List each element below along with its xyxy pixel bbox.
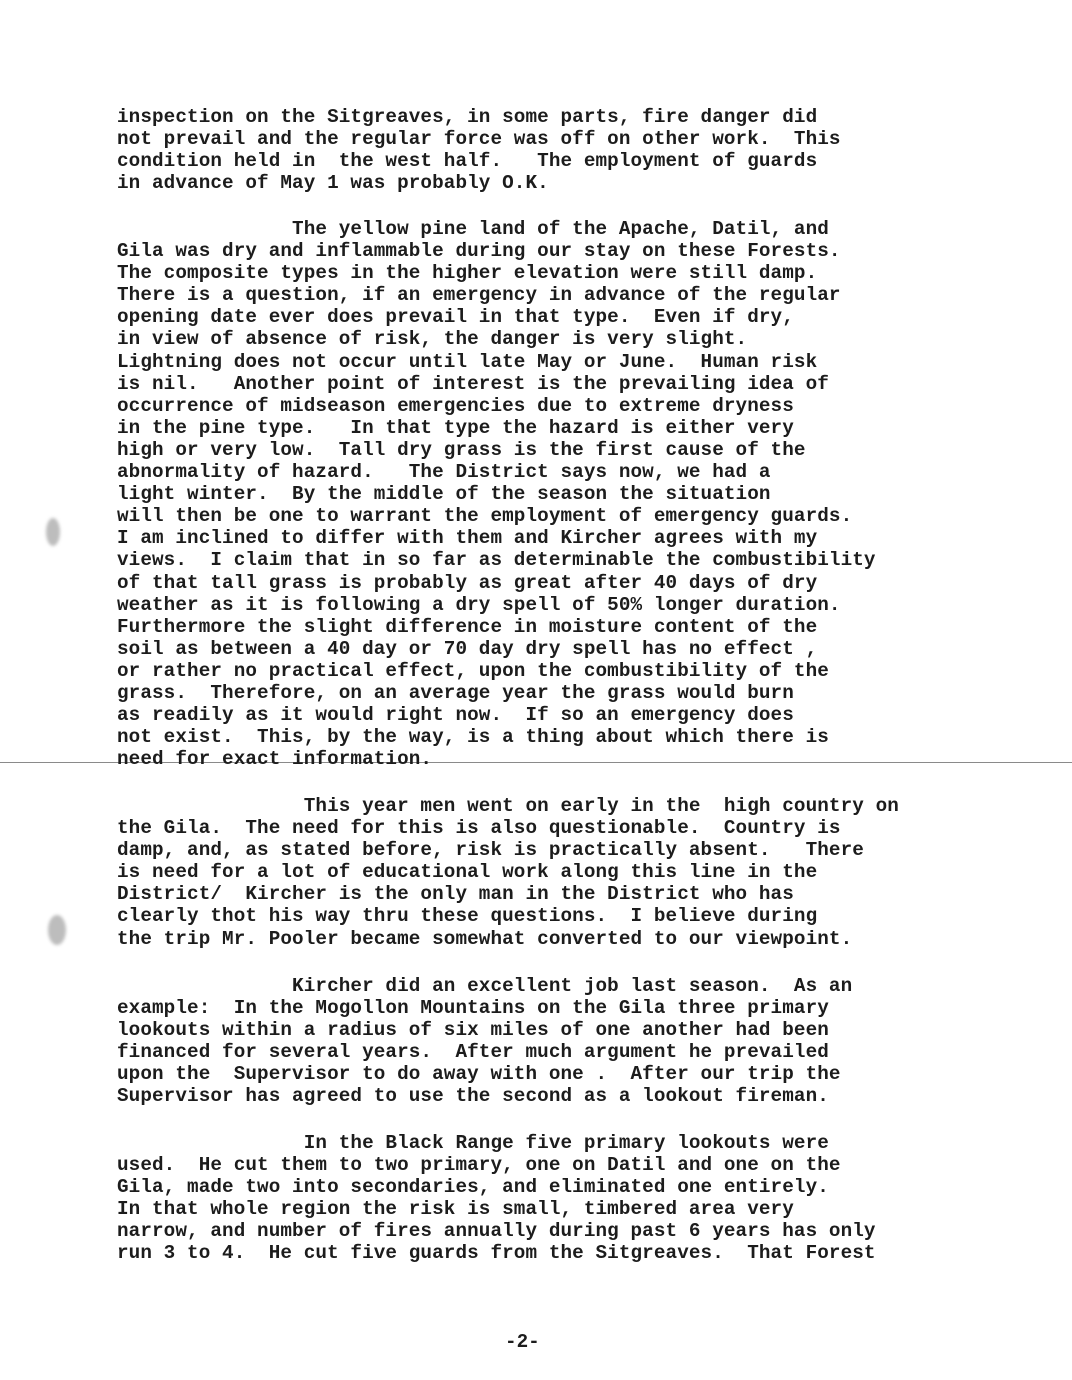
text-line: high or very low. Tall dry grass is the first cause of the [117, 438, 806, 461]
text-line: as readily as it would right now. If so an emergency does [117, 704, 794, 727]
text-line: need for exact information. [117, 748, 433, 771]
text-line: In that whole region the risk is small, timbered area very [117, 1198, 794, 1221]
text-line: Lightning does not occur until late May or June. Human risk [117, 350, 818, 373]
text-line: abnormality of hazard. The District says now, we had a [117, 461, 771, 484]
paragraph [117, 795, 1017, 950]
paragraph [117, 1132, 1017, 1265]
text-line: or rather no practical effect, upon the combustibility of the [117, 659, 829, 682]
text-line: grass. Therefore, on an average year the grass would burn [117, 681, 794, 704]
text-line: used. He cut them to two primary, one on Datil and one on the [117, 1154, 841, 1177]
text-line: The composite types in the higher elevation were still damp. [117, 262, 818, 285]
text-line: District/ Kircher is the only man in the District who has [117, 883, 794, 906]
text-line: in view of absence of risk, the danger is very slight. [117, 328, 748, 351]
text-line: Supervisor has agreed to use the second as a lookout fireman. [117, 1085, 829, 1108]
text-line: the trip Mr. Pooler became somewhat converted to our viewpoint. [117, 927, 853, 950]
text-line: In the Black Range five primary lookouts were [117, 1132, 829, 1154]
text-line: is need for a lot of educational work along this line in the [117, 861, 818, 884]
text-line: financed for several years. After much argument he prevailed [117, 1041, 829, 1064]
page-number: -2- [505, 1331, 540, 1353]
text-line: not prevail and the regular force was off on other work. This [117, 128, 841, 151]
text-line: Gila, made two into secondaries, and eliminated one entirely. [117, 1176, 829, 1199]
text-line: the Gila. The need for this is also questionable. Country is [117, 817, 841, 840]
text-line: This year men went on early in the high country on [117, 795, 899, 817]
paragraph [117, 218, 1017, 770]
punch-hole-mark [46, 518, 60, 546]
text-line: I am inclined to differ with them and Kircher agrees with my [117, 527, 818, 550]
text-line: weather as it is following a dry spell of 50% longer duration. [117, 593, 841, 616]
punch-hole-mark [48, 915, 66, 945]
text-line: soil as between a 40 day or 70 day dry spell has no effect , [117, 637, 818, 660]
text-line: There is a question, if an emergency in advance of the regular [117, 284, 841, 307]
text-line: light winter. By the middle of the season the situation [117, 483, 771, 506]
text-line: not exist. This, by the way, is a thing about which there is [117, 726, 829, 749]
text-line: in the pine type. In that type the hazard is either very [117, 416, 794, 439]
text-line: Kircher did an excellent job last season. As an [117, 975, 853, 997]
text-line: lookouts within a radius of six miles of one another had been [117, 1019, 829, 1042]
text-line: condition held in the west half. The employment of guards [117, 150, 818, 173]
text-line: The yellow pine land of the Apache, Datil, and [117, 218, 829, 240]
text-line: upon the Supervisor to do away with one . After our trip the [117, 1063, 841, 1086]
paragraph [117, 106, 1017, 194]
text-line: is nil. Another point of interest is the prevailing idea of [117, 372, 829, 395]
text-line: Furthermore the slight difference in moisture content of the [117, 615, 818, 638]
text-line: will then be one to warrant the employment of emergency guards. [117, 505, 853, 528]
text-line: run 3 to 4. He cut five guards from the Sitgreaves. That Forest [117, 1242, 876, 1265]
text-line: narrow, and number of fires annually during past 6 years has only [117, 1220, 876, 1243]
text-line: clearly thot his way thru these questions. I believe during [117, 905, 818, 928]
text-line: occurrence of midseason emergencies due to extreme dryness [117, 394, 794, 417]
text-line: inspection on the Sitgreaves, in some parts, fire danger did [117, 106, 818, 128]
text-line: Gila was dry and inflammable during our stay on these Forests. [117, 240, 841, 263]
text-line: opening date ever does prevail in that type. Even if dry, [117, 306, 794, 329]
text-line: views. I claim that in so far as determinable the combustibility [117, 549, 876, 572]
text-line: damp, and, as stated before, risk is practically absent. There [117, 839, 864, 862]
paragraph [117, 975, 1017, 1108]
text-line: of that tall grass is probably as great after 40 days of dry [117, 571, 818, 594]
text-line: in advance of May 1 was probably O.K. [117, 172, 549, 195]
text-line: example: In the Mogollon Mountains on the Gila three primary [117, 997, 829, 1020]
